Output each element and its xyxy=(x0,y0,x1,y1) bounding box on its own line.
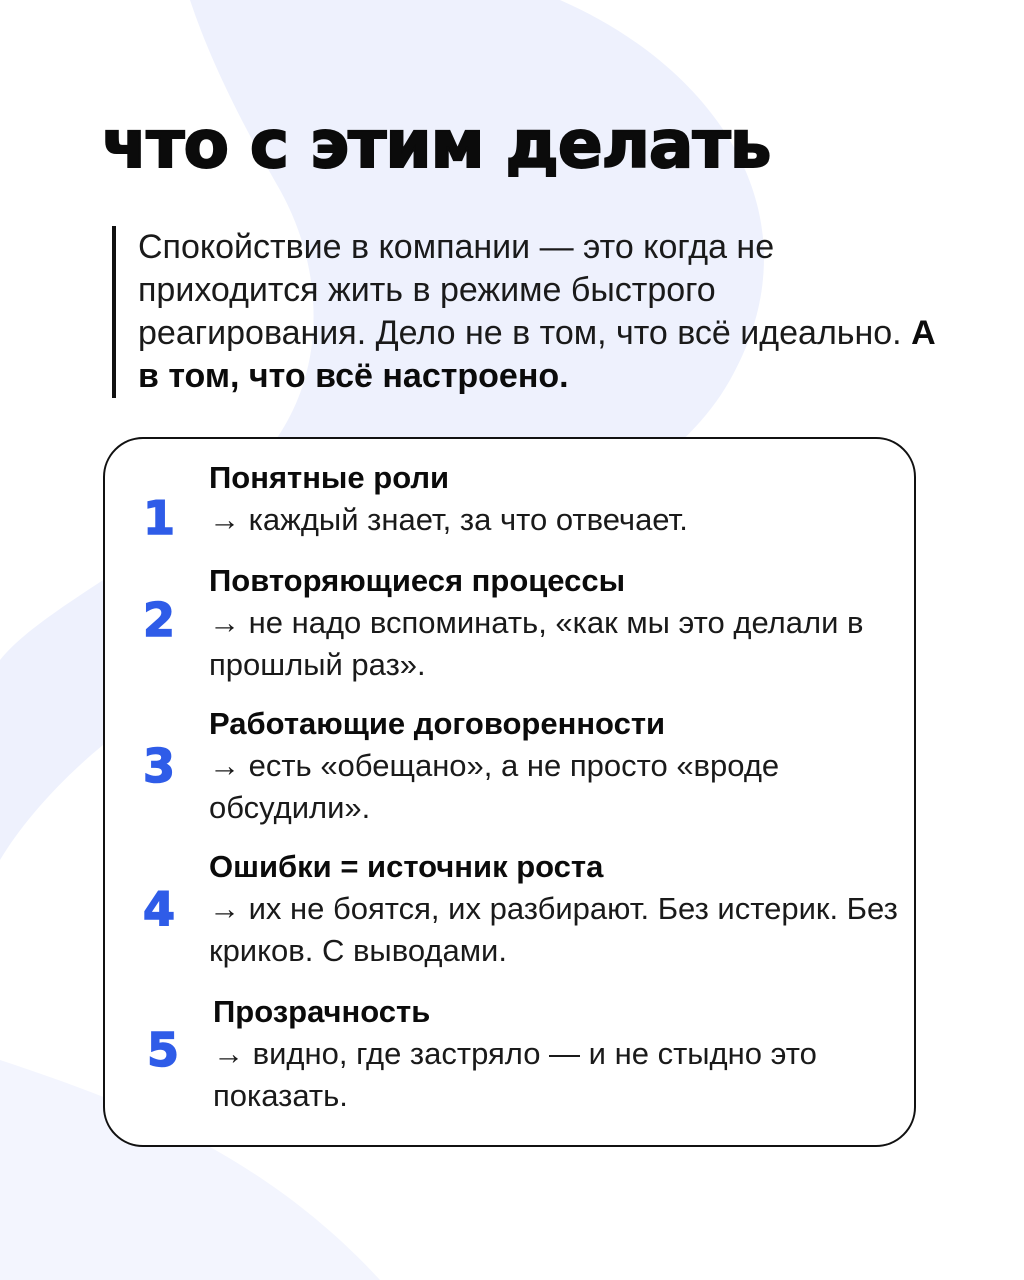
item-text xyxy=(213,991,903,1117)
item-title: Прозрачность xyxy=(213,994,431,1029)
intro-bold-text: А в том, что всё настроено. xyxy=(138,314,936,395)
item-title: Понятные роли xyxy=(209,460,450,495)
item-text xyxy=(209,846,899,972)
item-text xyxy=(209,703,899,829)
item-description: → их не боятся, их разбирают. Без истерик. Без криков. С выводами. xyxy=(209,891,898,968)
item-number: 3 xyxy=(143,739,176,793)
item-title: Работающие договоренности xyxy=(209,706,666,741)
item-number: 5 xyxy=(147,1023,180,1077)
item-text xyxy=(209,457,899,541)
item-description: → каждый знает, за что отвечает. xyxy=(209,502,688,537)
item-text xyxy=(209,560,899,686)
item-title: Повторяющиеся процессы xyxy=(209,563,626,598)
item-number: 1 xyxy=(143,491,176,545)
item-title: Ошибки = источник роста xyxy=(209,849,604,884)
item-number: 2 xyxy=(143,593,176,647)
item-description: → не надо вспоминать, «как мы это делали в прошлый раз». xyxy=(209,605,864,682)
page-title: что с этим делать xyxy=(102,106,771,183)
item-description: → есть «обещано», а не просто «вроде обсудили». xyxy=(209,748,780,825)
principles-card xyxy=(103,437,916,1147)
item-description: → видно, где застряло — и не стыдно это показать. xyxy=(213,1036,817,1113)
item-number: 4 xyxy=(143,882,176,936)
intro-quote xyxy=(112,226,938,398)
intro-text: Спокойствие в компании — это когда не приходится жить в режиме быстрого реагирования. Дело не в том, что всё идеально. xyxy=(138,228,912,352)
